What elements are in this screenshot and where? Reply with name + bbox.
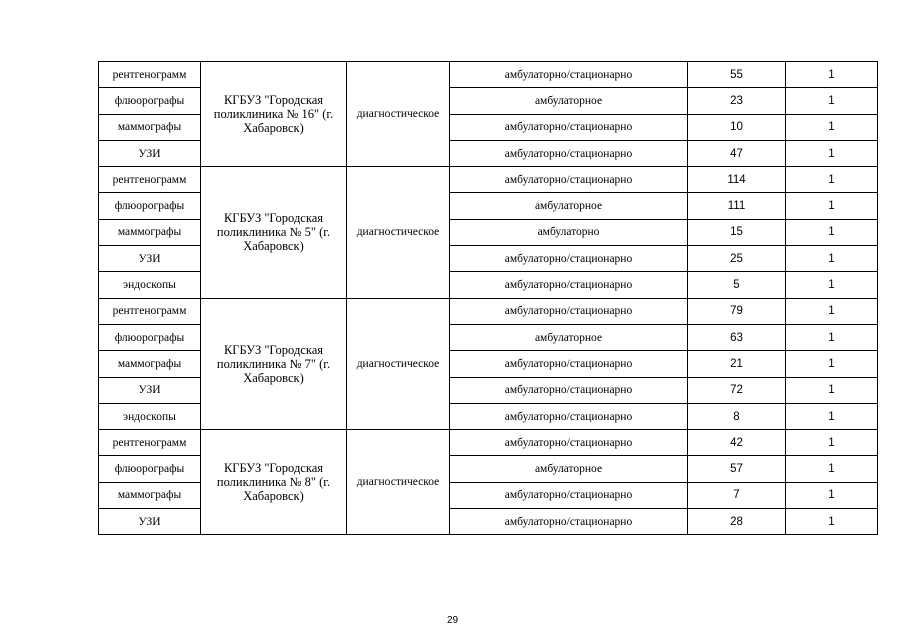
table-row bbox=[99, 62, 878, 88]
mode-cell: амбулаторно/стационарно bbox=[450, 140, 688, 166]
mode-cell: амбулаторно/стационарно bbox=[450, 482, 688, 508]
mode-cell: амбулаторное bbox=[450, 193, 688, 219]
organization-cell: КГБУЗ "Городская поликлиника № 16" (г. Хабаровск) bbox=[201, 62, 347, 167]
equipment-table bbox=[98, 61, 878, 535]
mode-cell: амбулаторно/стационарно bbox=[450, 351, 688, 377]
organization-cell: КГБУЗ "Городская поликлиника № 7" (г. Хабаровск) bbox=[201, 298, 347, 429]
equipment-cell: флюорографы bbox=[99, 324, 201, 350]
mode-cell: амбулаторное bbox=[450, 324, 688, 350]
table-row bbox=[99, 430, 878, 456]
mode-cell: амбулаторно/стационарно bbox=[450, 114, 688, 140]
mode-cell: амбулаторно/стационарно bbox=[450, 377, 688, 403]
service-type-cell: диагностическое bbox=[347, 298, 450, 429]
equipment-cell: маммографы bbox=[99, 219, 201, 245]
count-cell: 21 bbox=[688, 351, 786, 377]
mode-cell: амбулаторно/стационарно bbox=[450, 167, 688, 193]
equipment-cell: УЗИ bbox=[99, 509, 201, 535]
equipment-cell: флюорографы bbox=[99, 456, 201, 482]
mode-cell: амбулаторно/стационарно bbox=[450, 246, 688, 272]
unit-cell: 1 bbox=[786, 272, 878, 298]
mode-cell: амбулаторно/стационарно bbox=[450, 509, 688, 535]
organization-cell: КГБУЗ "Городская поликлиника № 8" (г. Хабаровск) bbox=[201, 430, 347, 535]
count-cell: 10 bbox=[688, 114, 786, 140]
equipment-cell: эндоскопы bbox=[99, 272, 201, 298]
count-cell: 55 bbox=[688, 62, 786, 88]
organization-cell: КГБУЗ "Городская поликлиника № 5" (г. Хабаровск) bbox=[201, 167, 347, 298]
equipment-cell: УЗИ bbox=[99, 246, 201, 272]
mode-cell: амбулаторно/стационарно bbox=[450, 272, 688, 298]
count-cell: 5 bbox=[688, 272, 786, 298]
equipment-cell: рентгенограмм bbox=[99, 298, 201, 324]
service-type-cell: диагностическое bbox=[347, 430, 450, 535]
unit-cell: 1 bbox=[786, 509, 878, 535]
equipment-cell: флюорографы bbox=[99, 193, 201, 219]
count-cell: 63 bbox=[688, 324, 786, 350]
mode-cell: амбулаторное bbox=[450, 88, 688, 114]
count-cell: 15 bbox=[688, 219, 786, 245]
unit-cell: 1 bbox=[786, 298, 878, 324]
mode-cell: амбулаторно/стационарно bbox=[450, 403, 688, 429]
count-cell: 7 bbox=[688, 482, 786, 508]
mode-cell: амбулаторно bbox=[450, 219, 688, 245]
unit-cell: 1 bbox=[786, 140, 878, 166]
mode-cell: амбулаторно/стационарно bbox=[450, 430, 688, 456]
equipment-cell: рентгенограмм bbox=[99, 167, 201, 193]
mode-cell: амбулаторное bbox=[450, 456, 688, 482]
unit-cell: 1 bbox=[786, 482, 878, 508]
unit-cell: 1 bbox=[786, 219, 878, 245]
equipment-cell: маммографы bbox=[99, 482, 201, 508]
unit-cell: 1 bbox=[786, 351, 878, 377]
equipment-cell: рентгенограмм bbox=[99, 430, 201, 456]
unit-cell: 1 bbox=[786, 62, 878, 88]
count-cell: 47 bbox=[688, 140, 786, 166]
count-cell: 23 bbox=[688, 88, 786, 114]
count-cell: 28 bbox=[688, 509, 786, 535]
count-cell: 25 bbox=[688, 246, 786, 272]
unit-cell: 1 bbox=[786, 246, 878, 272]
unit-cell: 1 bbox=[786, 193, 878, 219]
count-cell: 79 bbox=[688, 298, 786, 324]
unit-cell: 1 bbox=[786, 430, 878, 456]
equipment-cell: флюорографы bbox=[99, 88, 201, 114]
count-cell: 111 bbox=[688, 193, 786, 219]
equipment-cell: УЗИ bbox=[99, 140, 201, 166]
count-cell: 114 bbox=[688, 167, 786, 193]
unit-cell: 1 bbox=[786, 88, 878, 114]
count-cell: 8 bbox=[688, 403, 786, 429]
mode-cell: амбулаторно/стационарно bbox=[450, 298, 688, 324]
mode-cell: амбулаторно/стационарно bbox=[450, 62, 688, 88]
equipment-cell: рентгенограмм bbox=[99, 62, 201, 88]
equipment-cell: эндоскопы bbox=[99, 403, 201, 429]
equipment-cell: УЗИ bbox=[99, 377, 201, 403]
equipment-cell: маммографы bbox=[99, 114, 201, 140]
unit-cell: 1 bbox=[786, 456, 878, 482]
unit-cell: 1 bbox=[786, 324, 878, 350]
equipment-cell: маммографы bbox=[99, 351, 201, 377]
unit-cell: 1 bbox=[786, 403, 878, 429]
table-row bbox=[99, 167, 878, 193]
count-cell: 57 bbox=[688, 456, 786, 482]
count-cell: 72 bbox=[688, 377, 786, 403]
count-cell: 42 bbox=[688, 430, 786, 456]
service-type-cell: диагностическое bbox=[347, 167, 450, 298]
table-body bbox=[99, 62, 878, 535]
unit-cell: 1 bbox=[786, 167, 878, 193]
service-type-cell: диагностическое bbox=[347, 62, 450, 167]
unit-cell: 1 bbox=[786, 377, 878, 403]
page-number: 29 bbox=[446, 615, 459, 626]
unit-cell: 1 bbox=[786, 114, 878, 140]
table-row bbox=[99, 298, 878, 324]
